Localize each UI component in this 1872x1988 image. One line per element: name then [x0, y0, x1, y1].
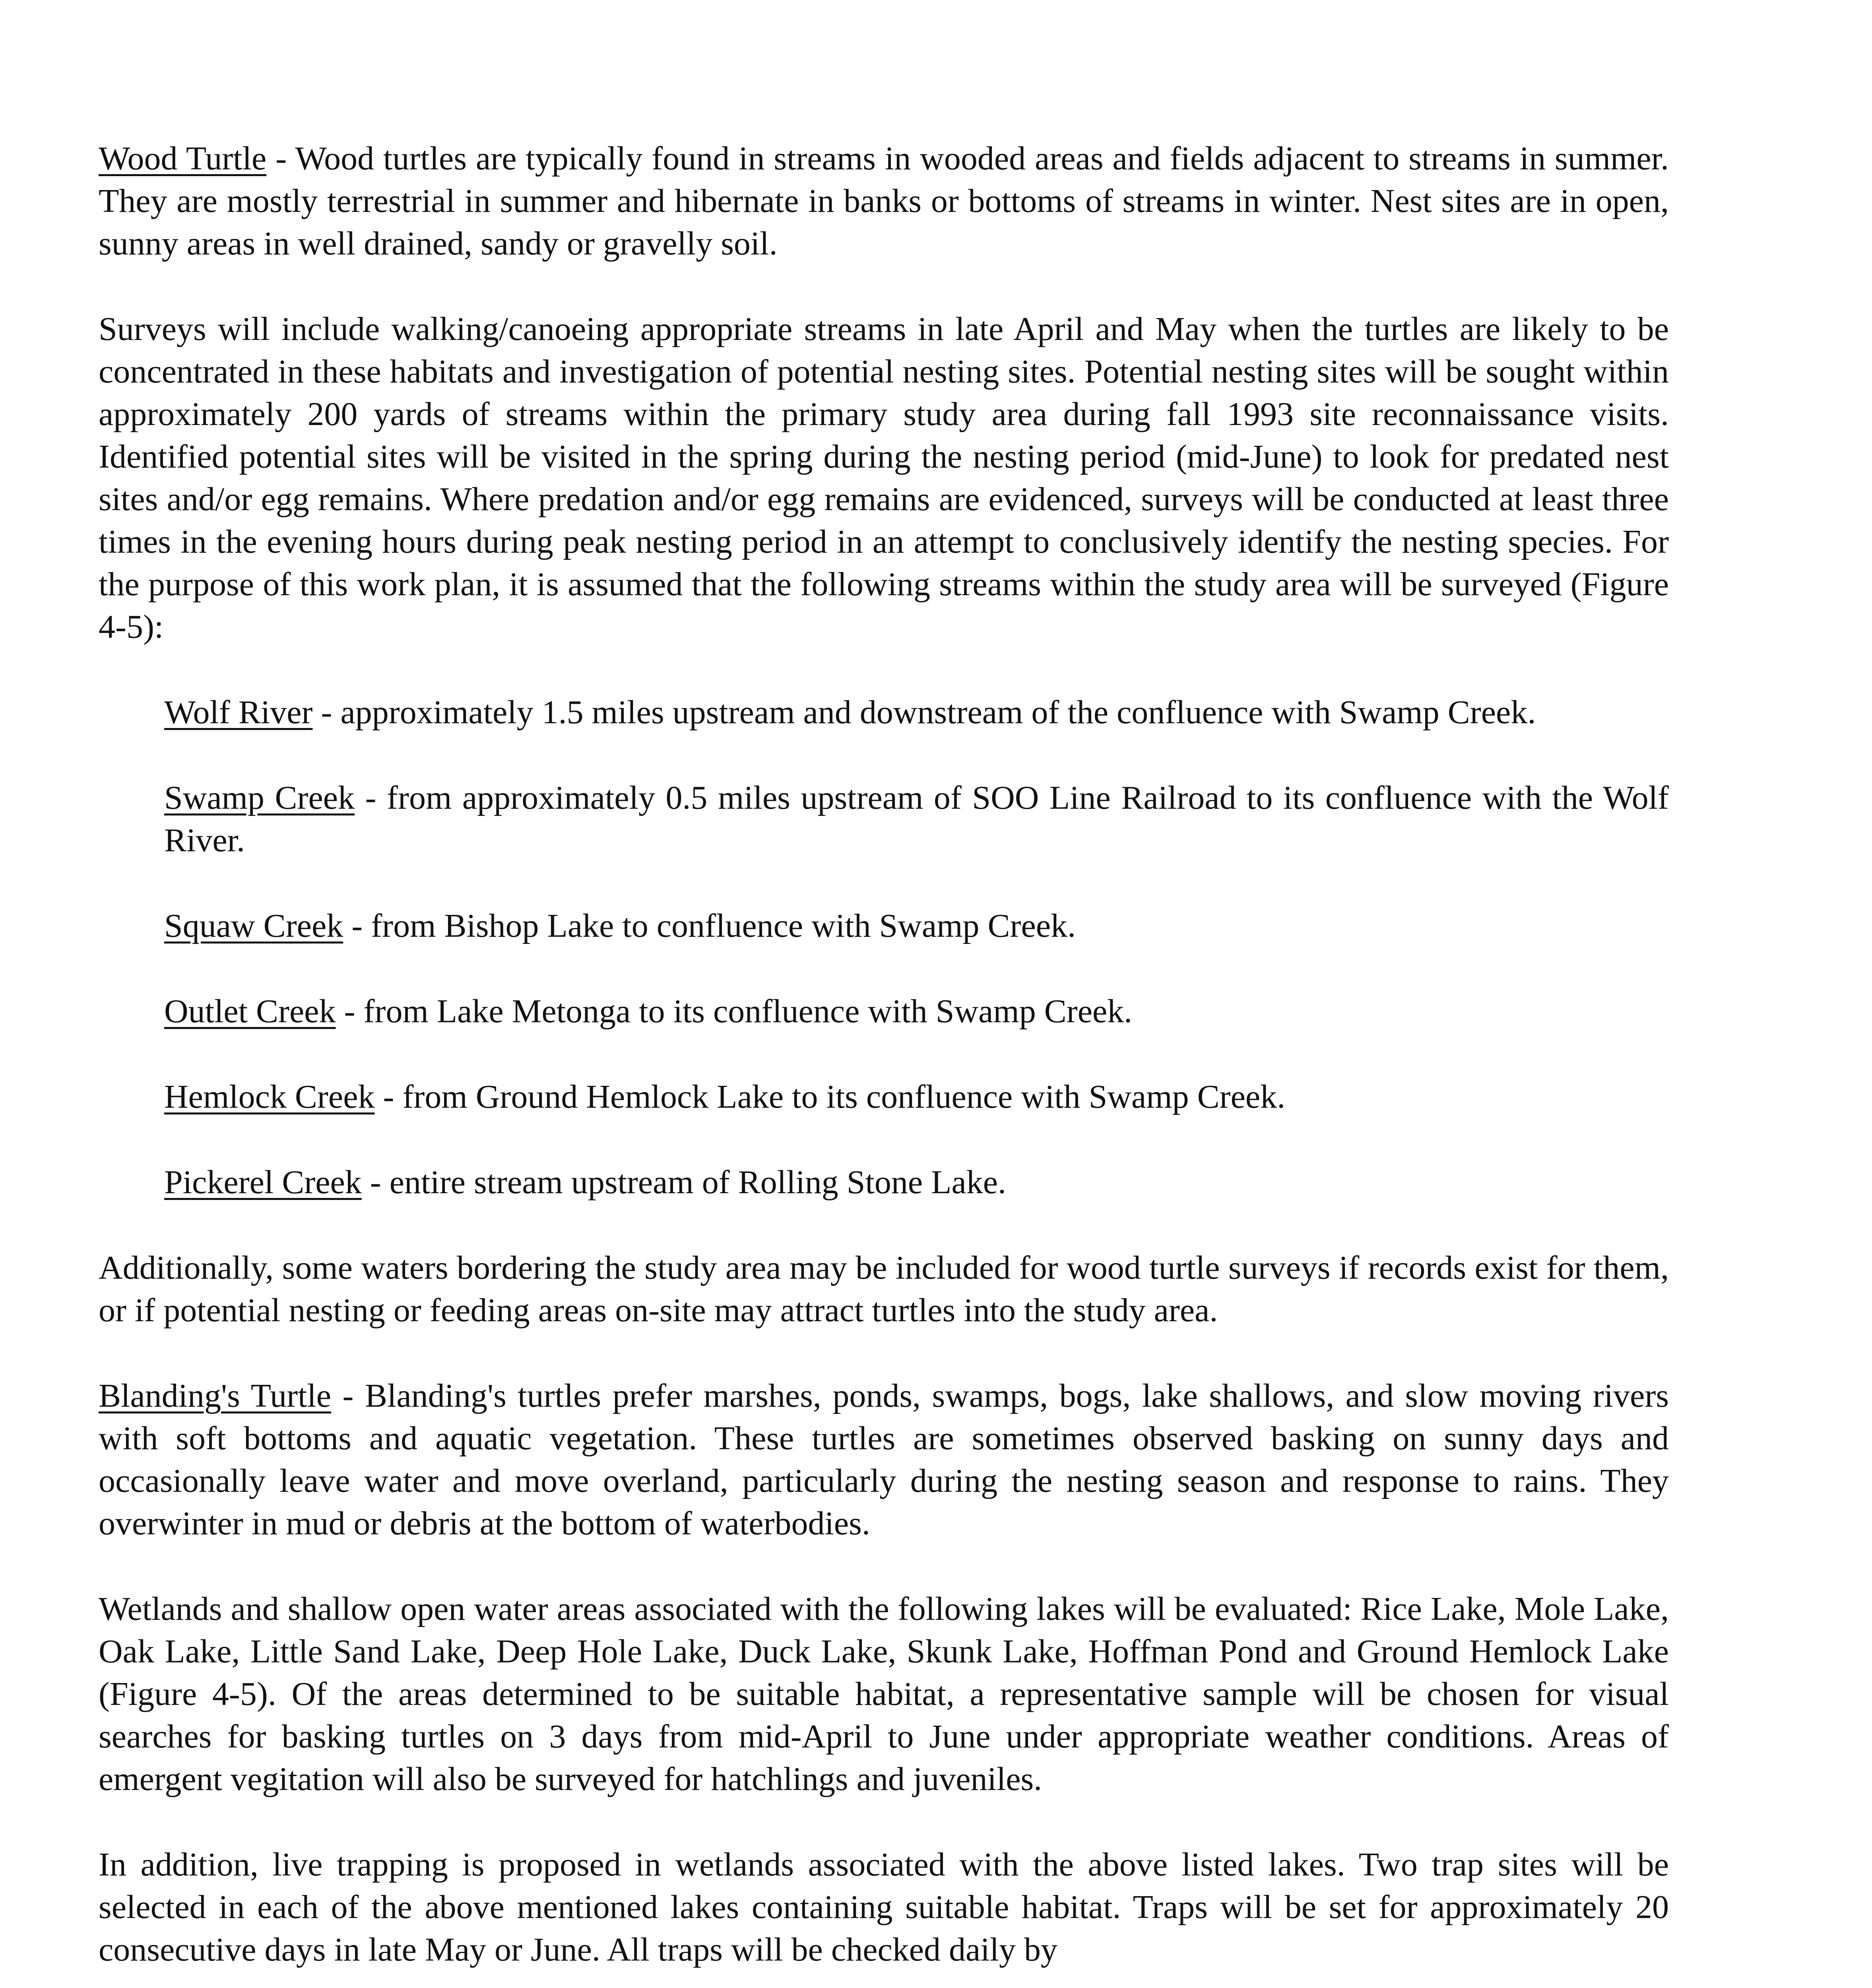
stream-item [164, 777, 1669, 862]
stream-desc: - entire stream upstream of Rolling Stone Lake. [361, 1164, 1007, 1201]
blandings-turtle-paragraph [99, 1375, 1669, 1545]
additionally-paragraph: Additionally, some waters bordering the study area may be included for wood turtle surveys if records exist for them, or if potential nesting or feeding areas on-site may attract turtles into the study area. [99, 1249, 1669, 1329]
blandings-turtle-term: Blanding's Turtle [99, 1377, 332, 1414]
wetlands-paragraph: Wetlands and shallow open water areas associated with the following lakes will be evaluated: Rice Lake, Mole Lake, Oak Lake, Little Sand Lake, Deep Hole Lake, Duck Lake, Skunk Lake, Hoffman Pond and Ground Hemlock Lake (Figure 4-5). Of the areas determined to be suitable habitat, a representative sample will be chosen for visual searches for basking turtles on 3 days from mid-April to June under appropriate weather conditions. Areas of emergent vegitation will also be surveyed for hatchlings and juveniles. [99, 1590, 1669, 1798]
stream-item [164, 691, 1669, 734]
stream-desc: - from approximately 0.5 miles upstream of SOO Line Railroad to its confluence with the Wolf River. [164, 779, 1669, 859]
surveys-paragraph: Surveys will include walking/canoeing appropriate streams in late April and May when the turtles are likely to be concentrated in these habitats and investigation of potential nesting sites. Potential nesting sites will be sought within approximately 200 yards of streams within the primary study area during fall 1993 site reconnaissance visits. Identified potential sites will be visited in the spring during the nesting period (mid-June) to look for predated nest sites and/or egg remains. Where predation and/or egg remains are evidenced, surveys will be conducted at least three times in the evening hours during peak nesting period in an attempt to conclusively identify the nesting species. For the purpose of this work plan, it is assumed that the following streams within the study area will be surveyed (Figure 4-5): [99, 311, 1669, 645]
stream-name: Swamp Creek [164, 779, 355, 816]
document-body [99, 137, 1669, 1988]
stream-desc: - approximately 1.5 miles upstream and downstream of the confluence with Swamp Creek. [312, 694, 1536, 731]
stream-item [164, 1076, 1669, 1118]
stream-item [164, 990, 1669, 1033]
wood-turtle-paragraph [99, 137, 1669, 265]
stream-item [164, 1161, 1669, 1204]
stream-name: Outlet Creek [164, 993, 336, 1030]
stream-name: Pickerel Creek [164, 1164, 362, 1201]
wood-turtle-term: Wood Turtle [99, 140, 267, 177]
stream-desc: - from Lake Metonga to its confluence with Swamp Creek. [336, 993, 1133, 1030]
stream-name: Wolf River [164, 694, 313, 731]
stream-item [164, 905, 1669, 947]
stream-name: Hemlock Creek [164, 1078, 375, 1115]
stream-name: Squaw Creek [164, 907, 343, 944]
trapping-paragraph: In addition, live trapping is proposed in wetlands associated with the above listed lakes. Two trap sites will be selected in each of the above mentioned lakes containing suitable habitat. Traps will be set for approximately 20 consecutive days in late May or June. All traps will be checked daily by [99, 1846, 1669, 1968]
wood-turtle-text: - Wood turtles are typically found in streams in wooded areas and fields adjacent to streams in summer. They are mostly terrestrial in summer and hibernate in banks or bottoms of streams in winter. Nest sites are in open, sunny areas in well drained, sandy or gravelly soil. [99, 140, 1669, 262]
stream-desc: - from Ground Hemlock Lake to its confluence with Swamp Creek. [374, 1078, 1286, 1115]
stream-desc: - from Bishop Lake to confluence with Swamp Creek. [343, 907, 1076, 944]
blandings-turtle-text: - Blanding's turtles prefer marshes, ponds, swamps, bogs, lake shallows, and slow moving rivers with soft bottoms and aquatic vegetation. These turtles are sometimes observed basking on sunny days and occasionally leave water and move overland, particularly during the nesting season and response to rains. They overwinter in mud or debris at the bottom of waterbodies. [99, 1377, 1669, 1542]
